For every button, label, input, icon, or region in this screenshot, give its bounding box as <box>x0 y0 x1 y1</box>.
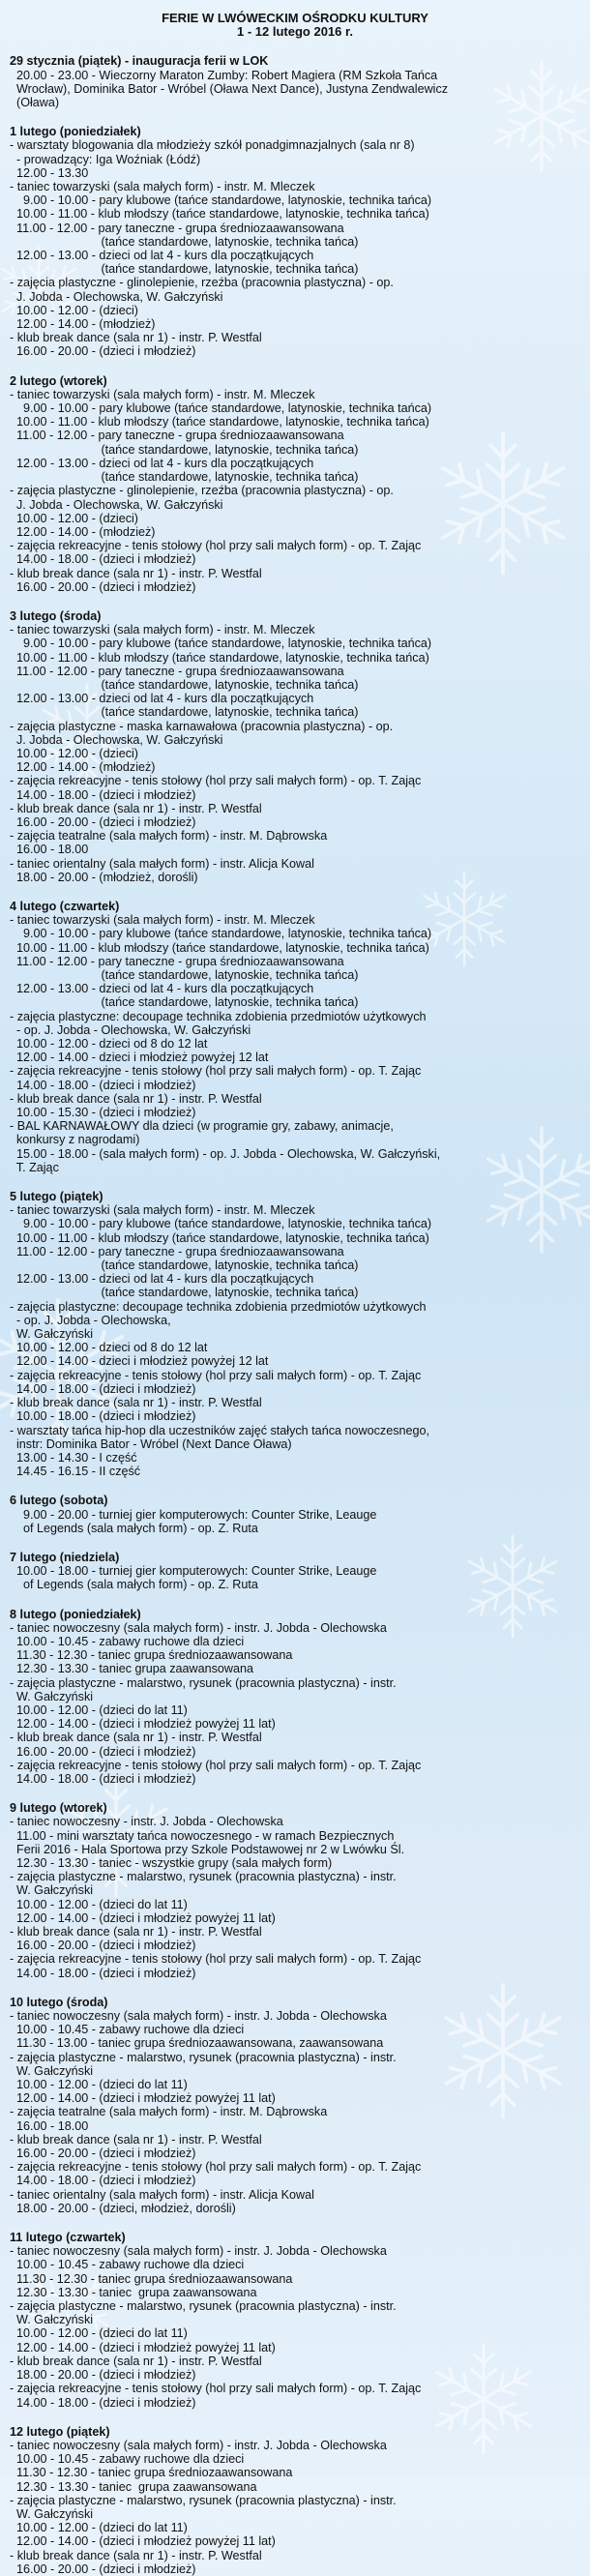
schedule-line: 10.00 - 12.00 - (dzieci do lat 11) <box>10 1703 188 1717</box>
schedule-line: 12.00 - 13.00 - dzieci od lat 4 - kurs dla początkujących <box>10 1272 314 1287</box>
schedule-line: - zajęcia teatralne (sala małych form) - instr. M. Dąbrowska <box>10 2105 328 2119</box>
schedule-line: 14.00 - 18.00 - (dzieci i młodzież) <box>10 1771 196 1786</box>
day-section <box>10 1551 580 1592</box>
schedule-line: 18.00 - 20.00 - (młodzież, dorośli) <box>10 870 198 884</box>
schedule-line: 11.00 - 12.00 - pary taneczne - grupa średniozaawansowana <box>10 664 344 678</box>
schedule-line: 16.00 - 20.00 - (dzieci i młodzież) <box>10 2561 196 2576</box>
schedule-line: 10.00 - 11.00 - klub młodszy (tańce standardowe, latynoskie, technika tańca) <box>10 650 429 665</box>
schedule-line: - op. J. Jobda - Olechowska, W. Gałczyński <box>10 1022 251 1037</box>
schedule-line: 9.00 - 10.00 - pary klubowe (tańce standardowe, latynoskie, technika tańca) <box>10 401 432 416</box>
schedule-line: W. Gałczyński <box>10 2313 94 2327</box>
schedule-line: J. Jobda - Olechowska, W. Gałczyński <box>10 497 223 512</box>
schedule-line: 10.00 - 12.00 - dzieci od 8 do 12 lat <box>10 1341 208 1355</box>
schedule-line: - taniec orientalny (sala małych form) - instr. Alicja Kowal <box>10 2187 314 2202</box>
schedule-line: 14.00 - 18.00 - (dzieci i młodzież) <box>10 552 196 567</box>
schedule-line: 13.00 - 14.30 - I część <box>10 1450 137 1465</box>
schedule-line: 12.00 - 14.00 - (dzieci i młodzież powyżej 11 lat) <box>10 2340 276 2354</box>
schedule-line: 10.00 - 12.00 - (dzieci do lat 11) <box>10 1897 188 1911</box>
schedule-line: - op. J. Jobda - Olechowska, <box>10 1313 171 1327</box>
schedule-line: 12.00 - 13.00 - dzieci od lat 4 - kurs dla początkujących <box>10 982 314 996</box>
schedule-line: J. Jobda - Olechowska, W. Gałczyński <box>10 289 223 304</box>
schedule-line: (tańce standardowe, latynoskie, technika tańca) <box>10 677 359 692</box>
schedule-line: 11.00 - 12.00 - pary taneczne - grupa średniozaawansowana <box>10 954 344 968</box>
schedule-line: - zajęcia plastyczne - glinolepienie, rzeźba (pracownia plastyczna) - op. <box>10 276 394 290</box>
schedule-line: 16.00 - 20.00 - (dzieci i młodzież) <box>10 2147 196 2161</box>
schedule-line: 10.00 - 12.00 - (dzieci) <box>10 303 138 317</box>
schedule-sections <box>10 54 580 2576</box>
day-heading: 8 lutego (poniedziałek) <box>10 1607 141 1621</box>
schedule-line: - taniec orientalny (sala małych form) - instr. Alicja Kowal <box>10 856 314 871</box>
schedule-line: - zajęcia rekreacyjne - tenis stołowy (hol przy sali małych form) - op. T. Zając <box>10 2160 422 2175</box>
day-heading: 10 lutego (środa) <box>10 1995 108 2009</box>
schedule-line: - warsztaty blogowania dla młodzieży szkół ponadgimnazjalnych (sala nr 8) <box>10 138 415 153</box>
schedule-line: - taniec nowoczesny - instr. J. Jobda - Olechowska <box>10 1815 283 1829</box>
schedule-line: 12.30 - 13.30 - taniec grupa zaawansowana <box>10 1662 254 1676</box>
schedule-line: - zajęcia rekreacyjne - tenis stołowy (hol przy sali małych form) - op. T. Zając <box>10 1368 422 1382</box>
schedule-line: - taniec nowoczesny (sala małych form) - instr. J. Jobda - Olechowska <box>10 2244 387 2259</box>
schedule-line: instr: Dominika Bator - Wróbel (Next Dance Oława) <box>10 1436 292 1451</box>
schedule-line: W. Gałczyński <box>10 1327 94 1342</box>
schedule-line: - klub break dance (sala nr 1) - instr. P. Westfal <box>10 2132 262 2147</box>
schedule-line: (tańce standardowe, latynoskie, technika tańca) <box>10 262 359 277</box>
day-heading: 3 lutego (środa) <box>10 608 102 623</box>
schedule-line: 16.00 - 20.00 - (dzieci i młodzież) <box>10 1744 196 1759</box>
schedule-line: - klub break dance (sala nr 1) - instr. P. Westfal <box>10 2548 262 2562</box>
schedule-line: (tańce standardowe, latynoskie, technika tańca) <box>10 1258 359 1273</box>
schedule-line: - zajęcia plastyczne: decoupage technika zdobienia przedmiotów użytkowych <box>10 1009 427 1023</box>
schedule-line: W. Gałczyński <box>10 2506 94 2521</box>
schedule-line: - taniec nowoczesny (sala małych form) - instr. J. Jobda - Olechowska <box>10 2438 387 2452</box>
schedule-line: 10.00 - 12.00 - (dzieci do lat 11) <box>10 2326 188 2341</box>
schedule-line: 9.00 - 10.00 - pary klubowe (tańce standardowe, latynoskie, technika tańca) <box>10 637 432 651</box>
schedule-line: 10.00 - 11.00 - klub młodszy (tańce standardowe, latynoskie, technika tańca) <box>10 207 429 222</box>
schedule-line: - klub break dance (sala nr 1) - instr. P. Westfal <box>10 1091 262 1106</box>
schedule-line: 11.00 - 12.00 - pary taneczne - grupa średniozaawansowana <box>10 221 344 235</box>
schedule-line: - klub break dance (sala nr 1) - instr. P. Westfal <box>10 801 262 815</box>
document-title: FERIE W LWÓWECKIM OŚRODKU KULTURY <box>162 11 428 25</box>
day-heading: 29 stycznia (piątek) - inauguracja ferii w LOK <box>10 54 269 69</box>
day-heading: 4 lutego (czwartek) <box>10 899 120 913</box>
schedule-line: 10.00 - 12.00 - (dzieci do lat 11) <box>10 2078 188 2092</box>
day-section <box>10 1190 580 1478</box>
schedule-line: 11.00 - mini warsztaty tańca nowoczesnego - w ramach Bezpiecznych <box>10 1828 395 1843</box>
schedule-line: 14.00 - 18.00 - (dzieci i młodzież) <box>10 1966 196 1980</box>
day-heading: 7 lutego (niedziela) <box>10 1550 120 1564</box>
schedule-line: - klub break dance (sala nr 1) - instr. P. Westfal <box>10 1731 262 1745</box>
schedule-line: 10.00 - 11.00 - klub młodszy (tańce standardowe, latynoskie, technika tańca) <box>10 940 429 955</box>
schedule-line: - zajęcia rekreacyjne - tenis stołowy (hol przy sali małych form) - op. T. Zając <box>10 1952 422 1967</box>
schedule-line: 16.00 - 20.00 - (dzieci i młodzież) <box>10 344 196 359</box>
schedule-line: (tańce standardowe, latynoskie, technika tańca) <box>10 234 359 249</box>
schedule-line: (tańce standardowe, latynoskie, technika tańca) <box>10 470 359 485</box>
schedule-line: (tańce standardowe, latynoskie, technika tańca) <box>10 968 359 982</box>
schedule-line: 11.30 - 12.30 - taniec grupa średniozaawansowana <box>10 1648 293 1663</box>
schedule-line: - zajęcia plastyczne: decoupage technika zdobienia przedmiotów użytkowych <box>10 1299 427 1314</box>
day-section <box>10 900 580 1174</box>
schedule-line: 11.30 - 12.30 - taniec grupa średniozaawansowana <box>10 2466 293 2480</box>
schedule-line: 12.00 - 14.00 - (młodzież) <box>10 317 156 332</box>
day-heading: 12 lutego (piątek) <box>10 2424 110 2439</box>
schedule-line: - taniec nowoczesny (sala małych form) - instr. J. Jobda - Olechowska <box>10 1620 387 1635</box>
schedule-line: - zajęcia rekreacyjne - tenis stołowy (hol przy sali małych form) - op. T. Zając <box>10 774 422 788</box>
schedule-line: 10.00 - 11.00 - klub młodszy (tańce standardowe, latynoskie, technika tańca) <box>10 1230 429 1245</box>
schedule-line: - BAL KARNAWAŁOWY dla dzieci (w programie gry, zabawy, animacje, <box>10 1119 394 1134</box>
schedule-line: - zajęcia rekreacyjne - tenis stołowy (hol przy sali małych form) - op. T. Zając <box>10 2382 422 2396</box>
schedule-line: - zajęcia rekreacyjne - tenis stołowy (hol przy sali małych form) - op. T. Zając <box>10 1064 422 1079</box>
schedule-line: W. Gałczyński <box>10 1883 94 1898</box>
schedule-line: 16.00 - 18.00 <box>10 843 89 857</box>
schedule-line: 12.30 - 13.30 - taniec grupa zaawansowana <box>10 2479 257 2494</box>
schedule-line: 12.00 - 14.00 - (dzieci i młodzież powyżej 11 lat) <box>10 1910 276 1925</box>
day-heading: 9 lutego (wtorek) <box>10 1801 107 1816</box>
schedule-line: 12.00 - 14.00 - (dzieci i młodzież powyżej 11 lat) <box>10 2534 276 2549</box>
schedule-line: 10.00 - 10.45 - zabawy ruchowe dla dzieci <box>10 2023 245 2037</box>
schedule-line: - zajęcia rekreacyjne - tenis stołowy (hol przy sali małych form) - op. T. Zając <box>10 539 422 553</box>
schedule-line: - prowadzący: Iga Woźniak (Łódź) <box>10 152 201 166</box>
day-section <box>10 1494 580 1535</box>
schedule-line: 12.00 - 14.00 - (młodzież) <box>10 524 156 539</box>
schedule-line: konkursy z nagrodami) <box>10 1133 140 1147</box>
schedule-line: - zajęcia rekreacyjne - tenis stołowy (hol przy sali małych form) - op. T. Zając <box>10 1758 422 1772</box>
schedule-line: 20.00 - 23.00 - Wieczorny Maraton Zumby: Robert Magiera (RM Szkoła Tańca <box>10 68 438 82</box>
schedule-line: 10.00 - 10.45 - zabawy ruchowe dla dzieci <box>10 2258 245 2272</box>
schedule-line: 9.00 - 10.00 - pary klubowe (tańce standardowe, latynoskie, technika tańca) <box>10 1217 432 1231</box>
schedule-line: - taniec towarzyski (sala małych form) - instr. M. Mleczek <box>10 913 315 928</box>
schedule-line: 10.00 - 12.00 - (dzieci) <box>10 511 138 525</box>
schedule-line: - klub break dance (sala nr 1) - instr. P. Westfal <box>10 1925 262 1939</box>
schedule-line: - zajęcia plastyczne - malarstwo, rysunek (pracownia plastyczna) - instr. <box>10 1870 397 1884</box>
schedule-line: - warsztaty tańca hip-hop dla uczestników zajęć stałych tańca nowoczesnego, <box>10 1423 430 1437</box>
schedule-line: 10.00 - 18.00 - turniej gier komputerowych: Counter Strike, Leauge <box>10 1564 377 1579</box>
schedule-line: 12.30 - 13.30 - taniec grupa zaawansowana <box>10 2285 257 2299</box>
schedule-line: (tańce standardowe, latynoskie, technika tańca) <box>10 1286 359 1300</box>
schedule-line: 10.00 - 12.00 - dzieci od 8 do 12 lat <box>10 1037 208 1051</box>
schedule-line: - taniec towarzyski (sala małych form) - instr. M. Mleczek <box>10 1203 315 1218</box>
day-heading: 11 lutego (czwartek) <box>10 2231 126 2245</box>
schedule-line: - klub break dance (sala nr 1) - instr. P. Westfal <box>10 566 262 580</box>
schedule-line: 12.00 - 14.00 - (dzieci i młodzież powyżej 11 lat) <box>10 1717 276 1732</box>
document-header <box>10 12 580 39</box>
day-heading: 6 lutego (sobota) <box>10 1494 108 1508</box>
day-section <box>10 125 580 358</box>
day-section <box>10 609 580 884</box>
schedule-line: 10.00 - 11.00 - klub młodszy (tańce standardowe, latynoskie, technika tańca) <box>10 415 429 429</box>
schedule-line: 11.00 - 12.00 - pary taneczne - grupa średniozaawansowana <box>10 1244 344 1258</box>
schedule-line: 14.45 - 16.15 - II część <box>10 1465 141 1479</box>
schedule-line: 10.00 - 12.00 - (dzieci do lat 11) <box>10 2521 188 2535</box>
schedule-line: (tańce standardowe, latynoskie, technika tańca) <box>10 995 359 1010</box>
schedule-line: of Legends (sala małych form) - op. Z. Ruta <box>10 1521 258 1535</box>
schedule-line: - zajęcia plastyczne - malarstwo, rysunek (pracownia plastyczna) - instr. <box>10 2050 397 2064</box>
schedule-line: (Oława) <box>10 96 60 110</box>
schedule-line: J. Jobda - Olechowska, W. Gałczyński <box>10 732 223 747</box>
schedule-line: 12.00 - 14.00 - dzieci i młodzież powyżej 12 lat <box>10 1354 269 1369</box>
schedule-line: Wrocław), Dominika Bator - Wróbel (Oława Next Dance), Justyna Zendwalewicz <box>10 81 449 96</box>
day-section <box>10 2425 580 2576</box>
schedule-line: 12.00 - 13.00 - dzieci od lat 4 - kurs dla początkujących <box>10 456 314 470</box>
schedule-line: 14.00 - 18.00 - (dzieci i młodzież) <box>10 2395 196 2410</box>
schedule-line: 11.30 - 12.30 - taniec grupa średniozaawansowana <box>10 2271 293 2286</box>
schedule-line: 16.00 - 20.00 - (dzieci i młodzież) <box>10 1939 196 1953</box>
schedule-line: - taniec nowoczesny (sala małych form) - instr. J. Jobda - Olechowska <box>10 2009 387 2024</box>
schedule-line: - zajęcia plastyczne - malarstwo, rysunek (pracownia plastyczna) - instr. <box>10 2299 397 2314</box>
document-subtitle: 1 - 12 lutego 2016 r. <box>237 24 353 40</box>
schedule-line: - zajęcia plastyczne - malarstwo, rysunek (pracownia plastyczna) - instr. <box>10 1675 397 1690</box>
schedule-line: 11.00 - 12.00 - pary taneczne - grupa średniozaawansowana <box>10 429 344 443</box>
schedule-line: 9.00 - 10.00 - pary klubowe (tańce standardowe, latynoskie, technika tańca) <box>10 927 432 941</box>
schedule-line: - zajęcia plastyczne - malarstwo, rysunek (pracownia plastyczna) - instr. <box>10 2493 397 2507</box>
schedule-line: 10.00 - 15.30 - (dzieci i młodzież) <box>10 1106 196 1120</box>
schedule-line: - zajęcia plastyczne - glinolepienie, rzeźba (pracownia plastyczna) - op. <box>10 484 394 498</box>
day-section <box>10 1608 580 1787</box>
schedule-line: 12.00 - 13.00 - dzieci od lat 4 - kurs dla początkujących <box>10 692 314 706</box>
schedule-line: 18.00 - 20.00 - (dzieci, młodzież, dorośli) <box>10 2201 236 2215</box>
day-heading: 5 lutego (piątek) <box>10 1190 103 1204</box>
schedule-line: W. Gałczyński <box>10 2063 94 2078</box>
day-heading: 2 lutego (wtorek) <box>10 373 107 388</box>
schedule-line: 10.00 - 18.00 - (dzieci i młodzież) <box>10 1409 196 1424</box>
day-section <box>10 2231 580 2410</box>
schedule-line: 15.00 - 18.00 - (sala małych form) - op. J. Jobda - Olechowska, W. Gałczyński, <box>10 1146 441 1161</box>
schedule-line: 11.30 - 13.00 - taniec grupa średniozaawansowana, zaawansowana <box>10 2036 384 2051</box>
schedule-line: - taniec towarzyski (sala małych form) - instr. M. Mleczek <box>10 180 315 194</box>
schedule-line: 12.00 - 13.30 <box>10 165 89 180</box>
schedule-line: - taniec towarzyski (sala małych form) - instr. M. Mleczek <box>10 623 315 637</box>
day-section <box>10 1996 580 2215</box>
schedule-line: 12.00 - 14.00 - dzieci i młodzież powyżej 12 lat <box>10 1051 269 1065</box>
schedule-line: T. Zając <box>10 1160 59 1174</box>
schedule-line: - klub break dance (sala nr 1) - instr. P. Westfal <box>10 331 262 345</box>
schedule-line: 12.30 - 13.30 - taniec - wszystkie grupy (sala małych form) <box>10 1855 333 1870</box>
schedule-line: (tańce standardowe, latynoskie, technika tańca) <box>10 442 359 457</box>
day-section <box>10 1801 580 1980</box>
schedule-line: (tańce standardowe, latynoskie, technika tańca) <box>10 705 359 720</box>
day-section <box>10 374 580 594</box>
schedule-line: 16.00 - 18.00 <box>10 2118 89 2133</box>
schedule-line: 18.00 - 20.00 - (dzieci i młodzież) <box>10 2368 196 2383</box>
schedule-line: 12.00 - 14.00 - (dzieci i młodzież powyżej 11 lat) <box>10 2091 276 2106</box>
schedule-line: 14.00 - 18.00 - (dzieci i młodzież) <box>10 787 196 802</box>
schedule-line: 9.00 - 10.00 - pary klubowe (tańce standardowe, latynoskie, technika tańca) <box>10 193 432 208</box>
schedule-line: 10.00 - 10.45 - zabawy ruchowe dla dzieci <box>10 2452 245 2467</box>
schedule-line: - klub break dance (sala nr 1) - instr. P. Westfal <box>10 2354 262 2368</box>
schedule-line: 10.00 - 12.00 - (dzieci) <box>10 746 138 760</box>
day-heading: 1 lutego (poniedziałek) <box>10 125 141 139</box>
day-section <box>10 54 580 109</box>
schedule-line: W. Gałczyński <box>10 1689 94 1703</box>
schedule-line: Ferii 2016 - Hala Sportowa przy Szkole Podstawowej nr 2 w Lwówku Śl. <box>10 1842 405 1856</box>
schedule-line: - zajęcia teatralne (sala małych form) - instr. M. Dąbrowska <box>10 829 328 844</box>
schedule-line: - zajęcia plastyczne - maska karnawałowa (pracownia plastyczna) - op. <box>10 719 394 733</box>
schedule-line: 14.00 - 18.00 - (dzieci i młodzież) <box>10 1078 196 1092</box>
schedule-line: - klub break dance (sala nr 1) - instr. P. Westfal <box>10 1396 262 1410</box>
schedule-line: - taniec towarzyski (sala małych form) - instr. M. Mleczek <box>10 387 315 401</box>
schedule-line: of Legends (sala małych form) - op. Z. Ruta <box>10 1578 258 1592</box>
schedule-line: 16.00 - 20.00 - (dzieci i młodzież) <box>10 579 196 594</box>
schedule-line: 12.00 - 13.00 - dzieci od lat 4 - kurs dla początkujących <box>10 249 314 263</box>
schedule-line: 14.00 - 18.00 - (dzieci i młodzież) <box>10 2174 196 2188</box>
schedule-line: 16.00 - 20.00 - (dzieci i młodzież) <box>10 814 196 829</box>
schedule-line: 12.00 - 14.00 - (młodzież) <box>10 760 156 775</box>
schedule-line: 14.00 - 18.00 - (dzieci i młodzież) <box>10 1381 196 1396</box>
schedule-line: 9.00 - 20.00 - turniej gier komputerowych: Counter Strike, Leauge <box>10 1507 377 1522</box>
schedule-line: 10.00 - 10.45 - zabawy ruchowe dla dzieci <box>10 1634 245 1648</box>
